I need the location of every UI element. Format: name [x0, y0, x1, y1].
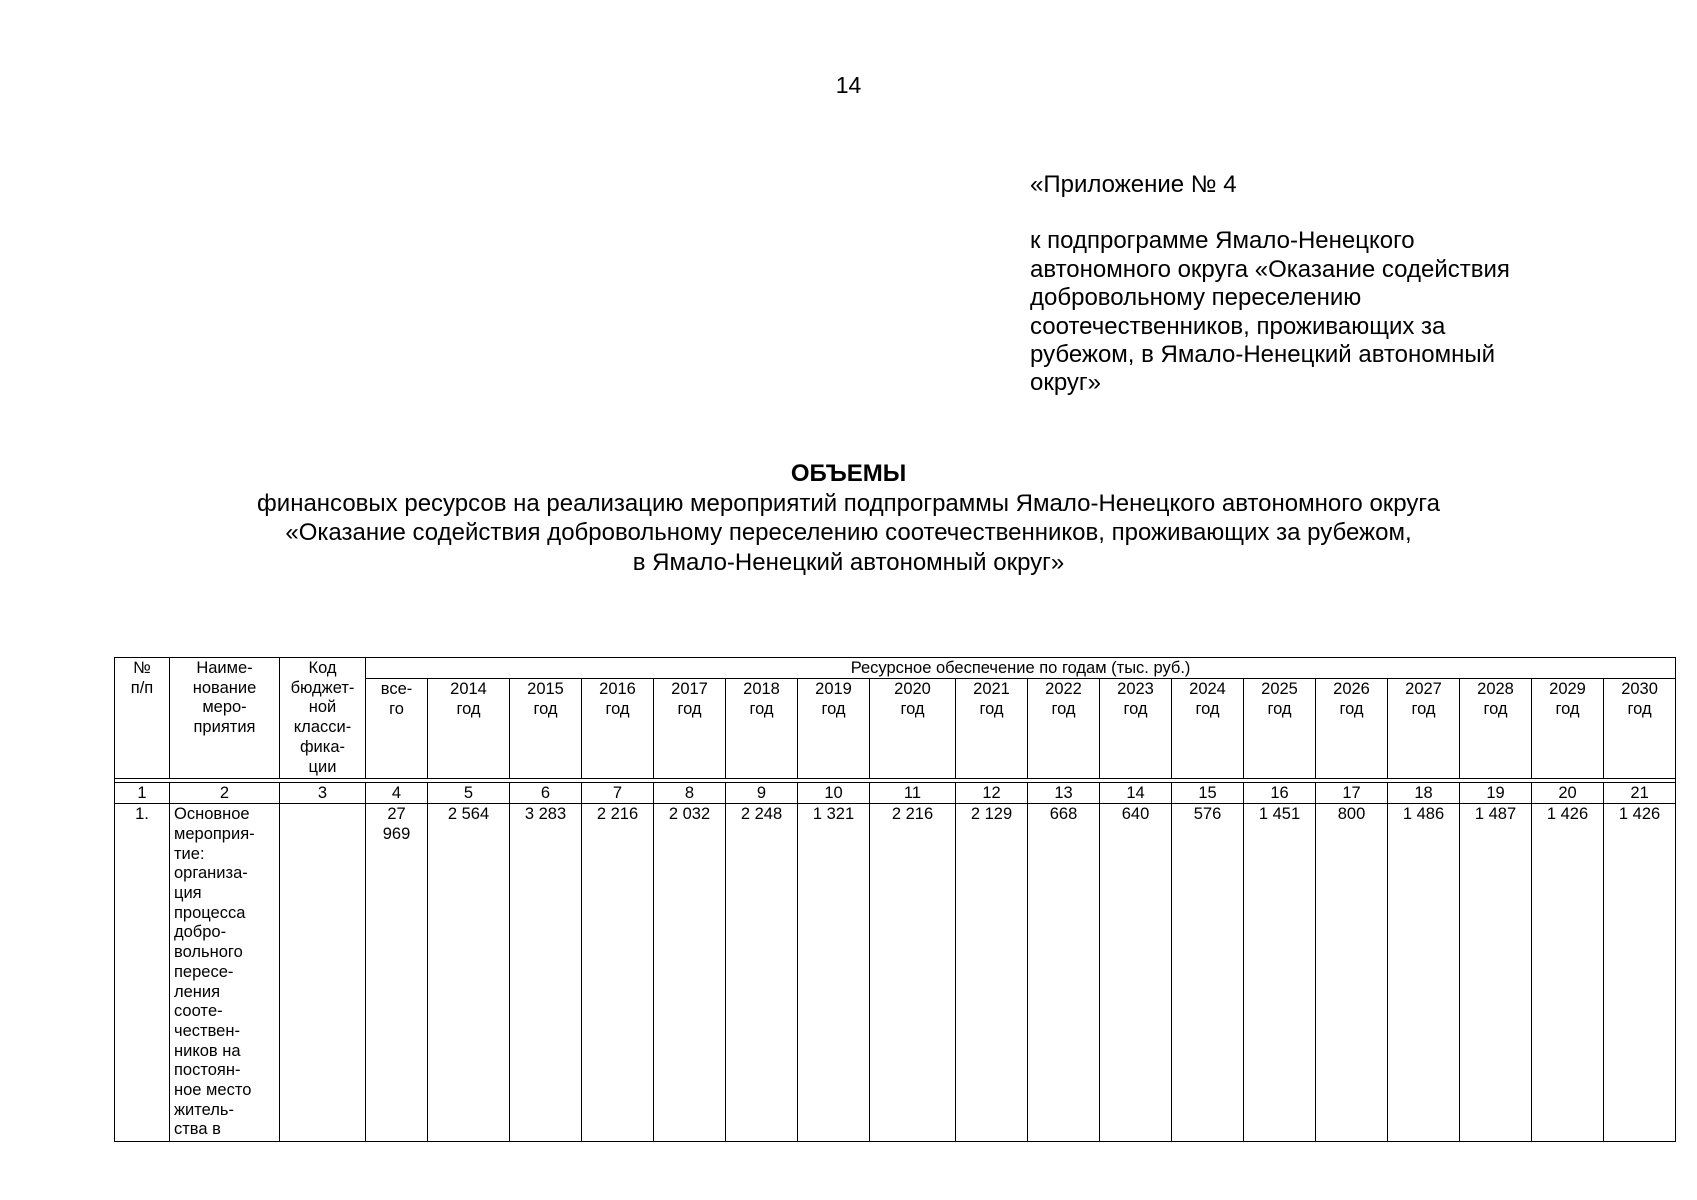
column-number: 20 — [1532, 783, 1604, 804]
header-budget-code — [280, 658, 366, 779]
header-line: все- — [380, 680, 413, 699]
header-year-2027 — [1388, 679, 1460, 779]
header-line: фика- — [299, 737, 346, 756]
heading-line: в Ямало-Ненецкий автономный округ» — [632, 548, 1065, 576]
header-year-2021 — [956, 679, 1028, 779]
header-line: бюджет- — [290, 678, 355, 697]
appendix-line: соотечественников, проживающих за — [1030, 312, 1446, 340]
header-year-unit: год — [821, 699, 846, 718]
header-year: 2021 — [973, 680, 1010, 699]
header-line: приятия — [193, 718, 256, 737]
column-number: 2 — [170, 783, 280, 804]
name-line: житель- — [174, 1100, 234, 1119]
header-year: 2028 — [1477, 680, 1514, 699]
heading-line: «Оказание содействия добровольному переселению соотечественников, проживающих за рубежом, — [285, 519, 1412, 546]
header-line: ции — [308, 757, 337, 776]
total-line: 27 — [387, 805, 406, 824]
column-number: 5 — [428, 783, 510, 804]
header-line: го — [389, 699, 404, 718]
name-line: организа- — [174, 864, 248, 883]
name-line: Основное — [174, 805, 250, 824]
budget-table — [114, 657, 1676, 1142]
header-name — [170, 658, 280, 779]
header-line: п/п — [130, 678, 154, 697]
header-year: 2022 — [1045, 680, 1082, 699]
name-line: добро- — [174, 923, 227, 942]
header-year-2029 — [1532, 679, 1604, 779]
header-total — [366, 679, 428, 779]
header-year: 2018 — [743, 680, 780, 699]
heading-line: финансовых ресурсов на реализацию мероприятий подпрограммы Ямало-Ненецкого автономного округа — [257, 489, 1440, 517]
header-year: 2027 — [1405, 680, 1442, 699]
header-year: 2024 — [1189, 680, 1226, 699]
header-year: 2023 — [1117, 680, 1154, 699]
column-number: 8 — [654, 783, 726, 804]
value-2030: 1 426 — [1604, 804, 1676, 1142]
name-line: ное место — [174, 1081, 252, 1100]
name-line: ства в — [174, 1120, 221, 1139]
value-2024: 576 — [1172, 804, 1244, 1142]
header-no — [115, 658, 170, 779]
value-2016: 2 216 — [582, 804, 654, 1142]
header-year-unit: год — [1267, 699, 1292, 718]
header-year-unit: год — [1627, 699, 1652, 718]
column-number: 13 — [1028, 783, 1100, 804]
header-year-2016 — [582, 679, 654, 779]
total-cell — [366, 804, 428, 1142]
header-year-unit: год — [1339, 699, 1364, 718]
name-line: ция — [174, 884, 202, 903]
header-year-2014 — [428, 679, 510, 779]
column-number: 4 — [366, 783, 428, 804]
row-number: 1. — [115, 804, 170, 1142]
header-line: нование — [192, 678, 257, 697]
header-year-unit: год — [1555, 699, 1580, 718]
header-year-unit: год — [1483, 699, 1508, 718]
value-2020: 2 216 — [870, 804, 956, 1142]
header-line: № — [133, 659, 151, 677]
header-year: 2029 — [1549, 680, 1586, 699]
column-number: 14 — [1100, 783, 1172, 804]
name-line: тие: — [174, 844, 205, 863]
header-resources-group: Ресурсное обеспечение по годам (тыс. руб.) — [366, 658, 1676, 679]
column-number: 7 — [582, 783, 654, 804]
table-header-row — [115, 658, 1676, 679]
value-2014: 2 564 — [428, 804, 510, 1142]
header-year: 2015 — [527, 680, 564, 699]
header-year-unit: год — [1195, 699, 1220, 718]
column-number: 18 — [1388, 783, 1460, 804]
total-line: 969 — [382, 824, 411, 843]
appendix-line: автономного округа «Оказание содействия — [1030, 255, 1510, 283]
header-year-unit: год — [605, 699, 630, 718]
header-year-unit: год — [1051, 699, 1076, 718]
column-number: 16 — [1244, 783, 1316, 804]
value-2017: 2 032 — [654, 804, 726, 1142]
appendix-title: «Приложение № 4 — [1030, 171, 1237, 198]
value-2021: 2 129 — [956, 804, 1028, 1142]
header-year: 2016 — [599, 680, 636, 699]
header-year-unit: год — [1123, 699, 1148, 718]
header-line: ной — [308, 698, 337, 717]
document-heading — [0, 459, 1697, 577]
column-number-row — [115, 783, 1676, 804]
name-line: ления — [174, 982, 221, 1001]
appendix-line: добровольному переселению — [1030, 284, 1362, 312]
column-number: 12 — [956, 783, 1028, 804]
value-2015: 3 283 — [510, 804, 582, 1142]
header-year-2022 — [1028, 679, 1100, 779]
header-year-2023 — [1100, 679, 1172, 779]
appendix-text — [1030, 227, 1630, 397]
header-year-unit: год — [900, 699, 925, 718]
value-2018: 2 248 — [726, 804, 798, 1142]
header-year: 2017 — [671, 680, 708, 699]
column-number: 6 — [510, 783, 582, 804]
name-line: процесса — [174, 903, 246, 922]
value-2022: 668 — [1028, 804, 1100, 1142]
header-year-2020 — [870, 679, 956, 779]
header-year: 2030 — [1621, 680, 1658, 699]
appendix-block — [1030, 171, 1630, 398]
heading-title: ОБЪЕМЫ — [790, 460, 907, 487]
value-2025: 1 451 — [1244, 804, 1316, 1142]
column-number: 19 — [1460, 783, 1532, 804]
value-2027: 1 486 — [1388, 804, 1460, 1142]
header-year: 2019 — [815, 680, 852, 699]
header-year-2025 — [1244, 679, 1316, 779]
name-line: пересе- — [174, 962, 234, 981]
header-year-unit: год — [677, 699, 702, 718]
header-line: меро- — [202, 698, 247, 717]
column-number: 17 — [1316, 783, 1388, 804]
value-2029: 1 426 — [1532, 804, 1604, 1142]
column-number: 10 — [798, 783, 870, 804]
name-line: соотe- — [174, 1002, 223, 1021]
header-year-2015 — [510, 679, 582, 779]
value-2023: 640 — [1100, 804, 1172, 1142]
name-line: вольного — [174, 943, 243, 962]
header-year-2019 — [798, 679, 870, 779]
page-number: 14 — [835, 72, 862, 98]
activity-name — [170, 804, 280, 1142]
name-line: чествен- — [174, 1021, 240, 1040]
column-number: 11 — [870, 783, 956, 804]
column-number: 9 — [726, 783, 798, 804]
table-row — [115, 804, 1676, 1142]
header-line: Наиме- — [196, 659, 253, 677]
header-year: 2014 — [450, 680, 487, 699]
header-year-2030 — [1604, 679, 1676, 779]
header-year: 2025 — [1261, 680, 1298, 699]
name-line: мероприя- — [174, 824, 255, 843]
appendix-line: рубежом, в Ямало-Ненецкий автономный — [1030, 341, 1496, 369]
column-number: 15 — [1172, 783, 1244, 804]
name-line: ников на — [174, 1041, 241, 1060]
header-year-unit: год — [1411, 699, 1436, 718]
column-number: 3 — [280, 783, 366, 804]
header-year: 2026 — [1333, 680, 1370, 699]
value-2028: 1 487 — [1460, 804, 1532, 1142]
header-year-unit: год — [749, 699, 774, 718]
value-2019: 1 321 — [798, 804, 870, 1142]
header-line: Код — [308, 659, 337, 677]
column-number: 21 — [1604, 783, 1676, 804]
appendix-line: к подпрограмме Ямало-Ненецкого — [1030, 227, 1415, 255]
header-year-2018 — [726, 679, 798, 779]
header-line: класси- — [293, 718, 352, 737]
budget-code-cell — [280, 804, 366, 1142]
header-year-unit: год — [456, 699, 481, 718]
appendix-line: округ» — [1030, 369, 1102, 397]
header-year-2024 — [1172, 679, 1244, 779]
value-2026: 800 — [1316, 804, 1388, 1142]
header-year-2028 — [1460, 679, 1532, 779]
header-year-2026 — [1316, 679, 1388, 779]
header-year-unit: год — [979, 699, 1004, 718]
header-year-2017 — [654, 679, 726, 779]
column-number: 1 — [115, 783, 170, 804]
header-year: 2020 — [894, 680, 931, 699]
name-line: постоян- — [174, 1061, 241, 1080]
header-year-unit: год — [533, 699, 558, 718]
